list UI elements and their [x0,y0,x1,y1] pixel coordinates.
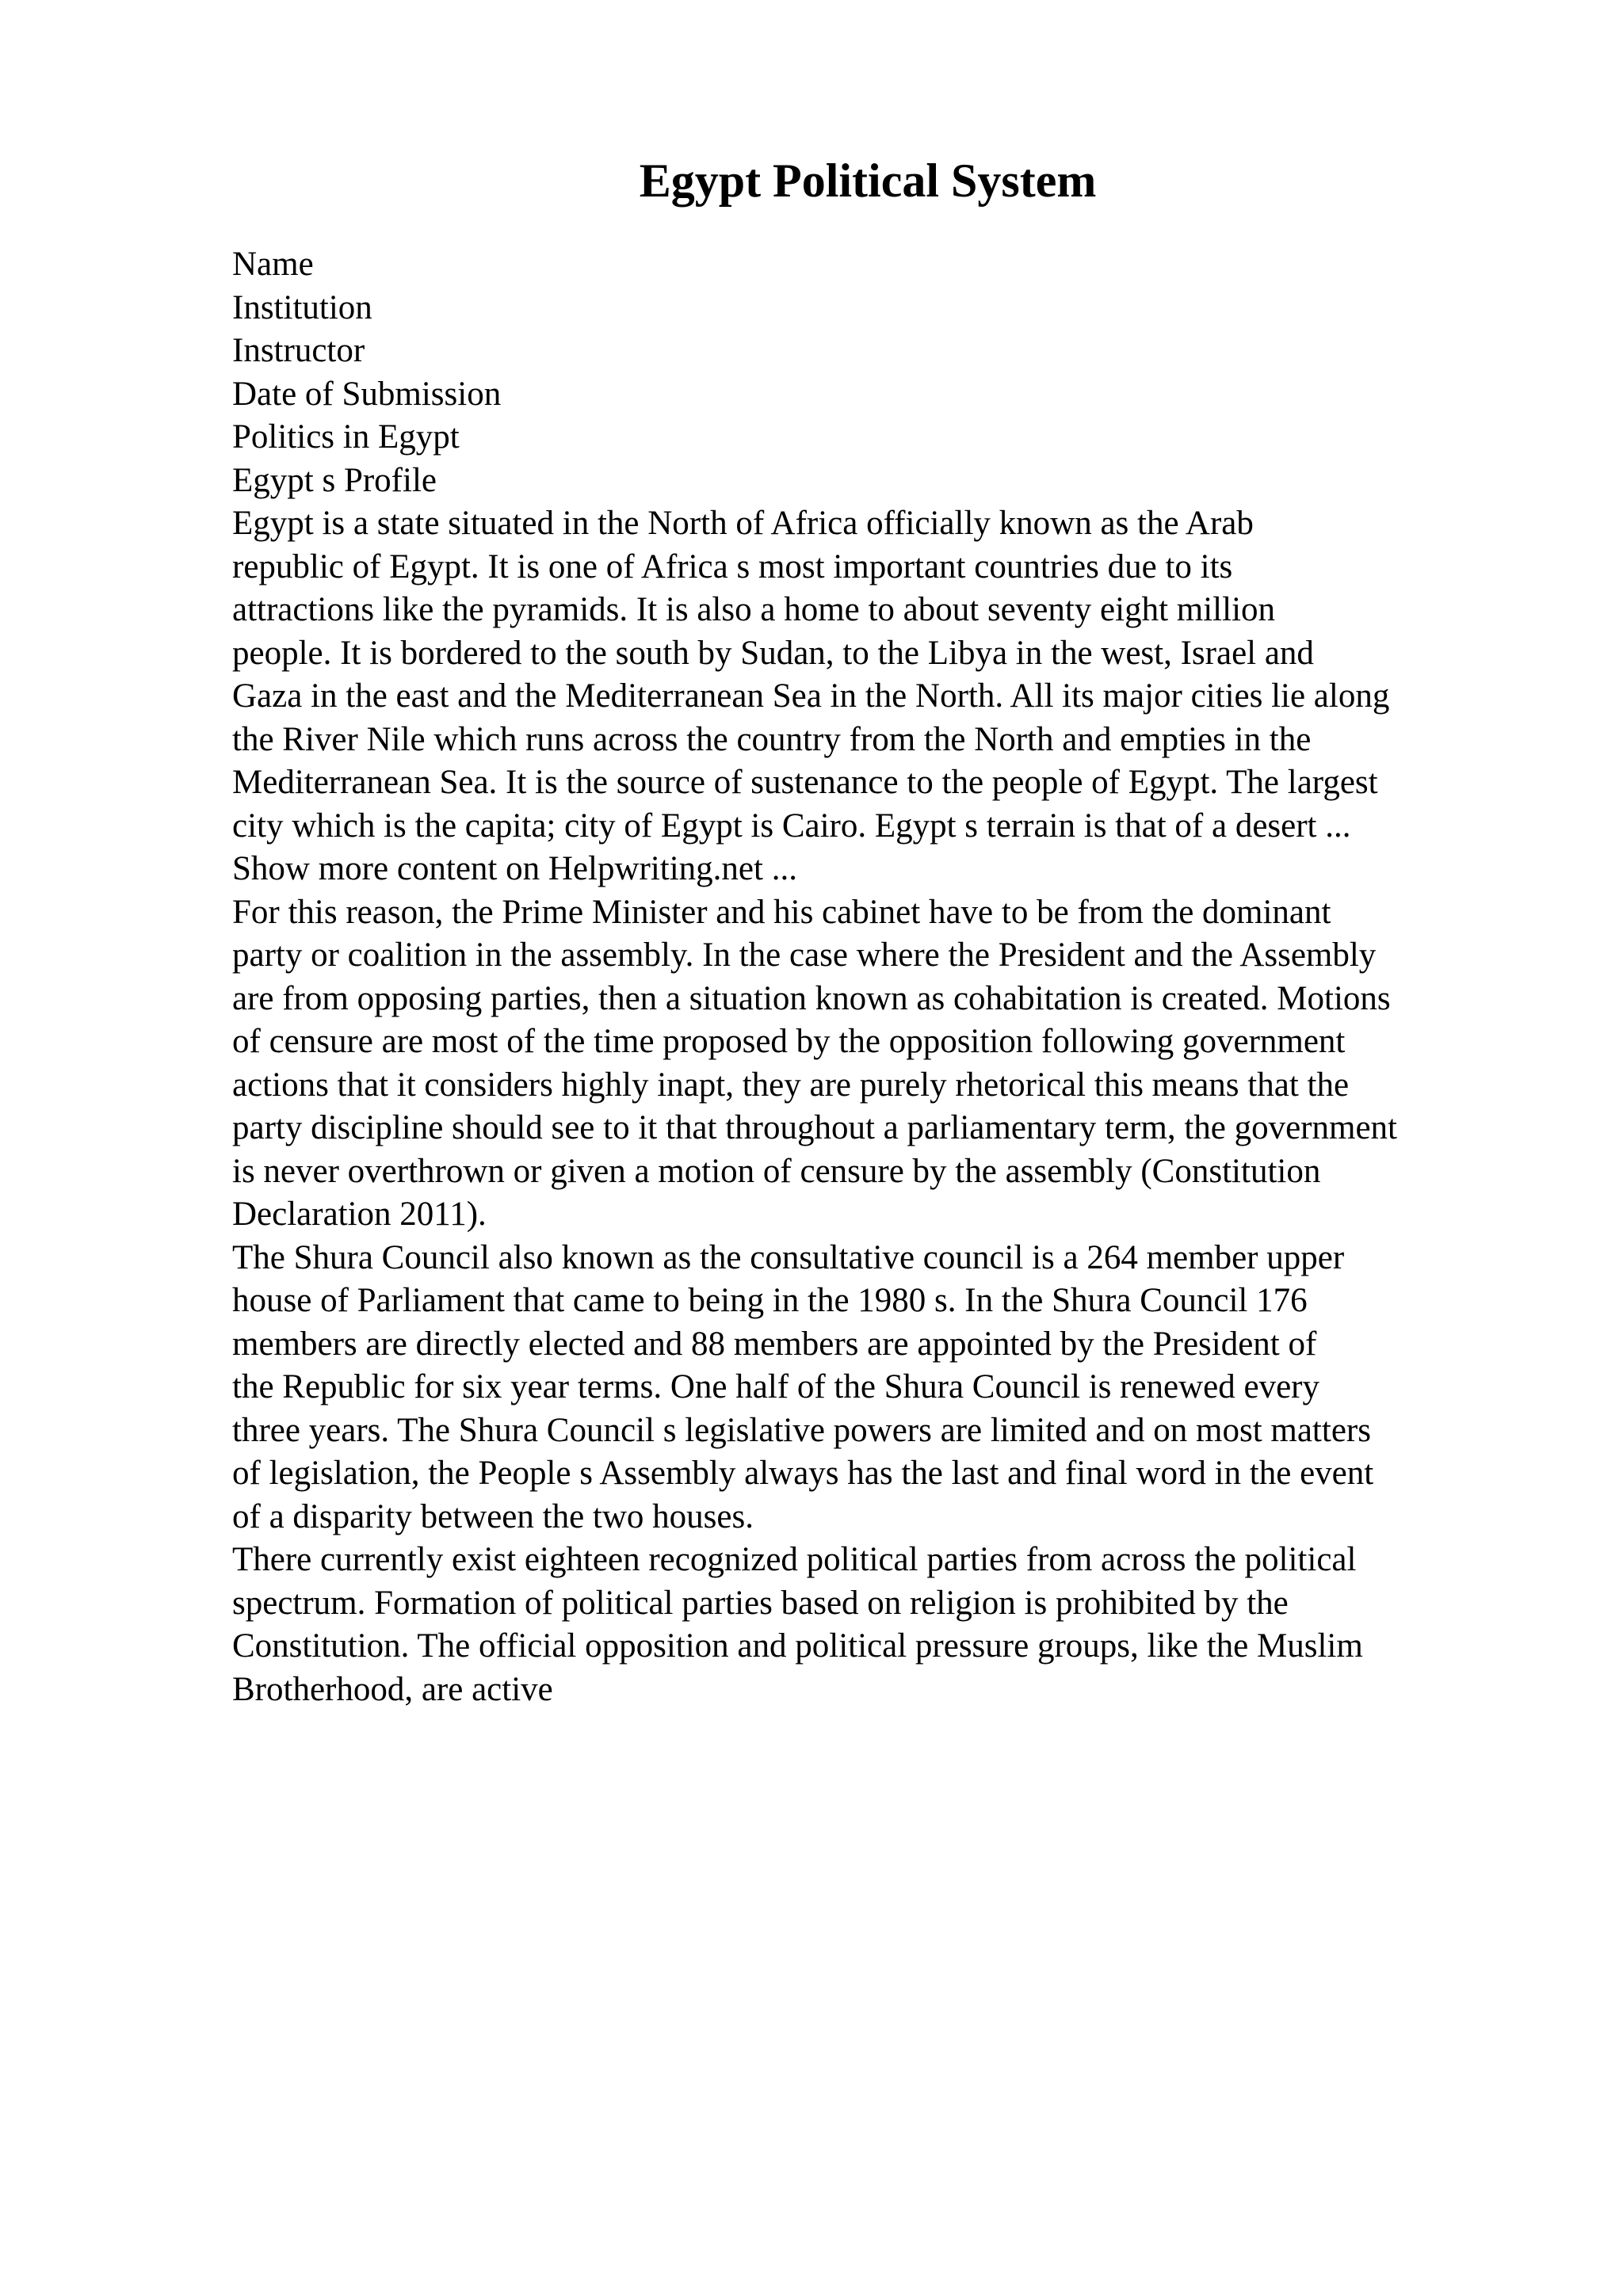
text-line: actions that it considers highly inapt, they are purely rhetorical this means that the [232,1066,1350,1104]
text-line: of censure are most of the time proposed by the opposition following government [232,1023,1346,1060]
text-line-politics-heading: Politics in Egypt [232,418,460,456]
text-line: Gaza in the east and the Mediterranean Sea in the North. All its major cities lie along [232,677,1390,715]
text-line: city which is the capita; city of Egypt is Cairo. Egypt s terrain is that of a desert ... [232,807,1351,845]
text-line: For this reason, the Prime Minister and his cabinet have to be from the dominant [232,893,1331,931]
text-line: republic of Egypt. It is one of Africa s most important countries due to its [232,547,1233,585]
text-line-date: Date of Submission [232,375,502,413]
text-line: people. It is bordered to the south by Sudan, to the Libya in the west, Israel and [232,634,1314,672]
text-line: attractions like the pyramids. It is also a home to about seventy eight million [232,591,1276,628]
document-body [232,243,1595,1711]
text-line-institution: Institution [232,288,372,326]
text-line-instructor: Instructor [232,332,365,369]
text-line: the Republic for six year terms. One half of the Shura Council is renewed every [232,1368,1319,1405]
document-title: Egypt Political System [639,154,1097,207]
text-line: Egypt is a state situated in the North of Africa officially known as the Arab [232,505,1254,542]
text-line: is never overthrown or given a motion of censure by the assembly (Constitution [232,1152,1321,1190]
text-line: party or coalition in the assembly. In the case where the President and the Assembly [232,936,1377,974]
text-line: party discipline should see to it that throughout a parliamentary term, the government [232,1109,1397,1146]
text-line: of legislation, the People s Assembly always has the last and final word in the event [232,1455,1374,1492]
text-line-name: Name [232,246,314,283]
text-line: house of Parliament that came to being in the 1980 s. In the Shura Council 176 [232,1282,1308,1319]
text-line: Mediterranean Sea. It is the source of sustenance to the people of Egypt. The largest [232,764,1378,801]
show-more-link[interactable]: Show more content on Helpwriting.net ... [232,850,797,887]
text-line: are from opposing parties, then a situation known as cohabitation is created. Motions [232,979,1391,1017]
text-line: spectrum. Formation of political parties based on religion is prohibited by the [232,1584,1289,1622]
text-line: three years. The Shura Council s legislative powers are limited and on most matters [232,1411,1371,1449]
text-line: Declaration 2011). [232,1196,487,1233]
text-line: Brotherhood, are active [232,1670,553,1708]
text-line-profile-heading: Egypt s Profile [232,461,437,499]
text-line: members are directly elected and 88 members are appointed by the President of [232,1325,1317,1363]
text-line: the River Nile which runs across the country from the North and empties in the [232,720,1312,758]
text-line: The Shura Council also known as the consultative council is a 264 member upper [232,1238,1345,1276]
text-line: of a disparity between the two houses. [232,1497,754,1535]
text-line: Constitution. The official opposition and political pressure groups, like the Muslim [232,1627,1363,1665]
text-line: There currently exist eighteen recognized political parties from across the political [232,1541,1357,1578]
